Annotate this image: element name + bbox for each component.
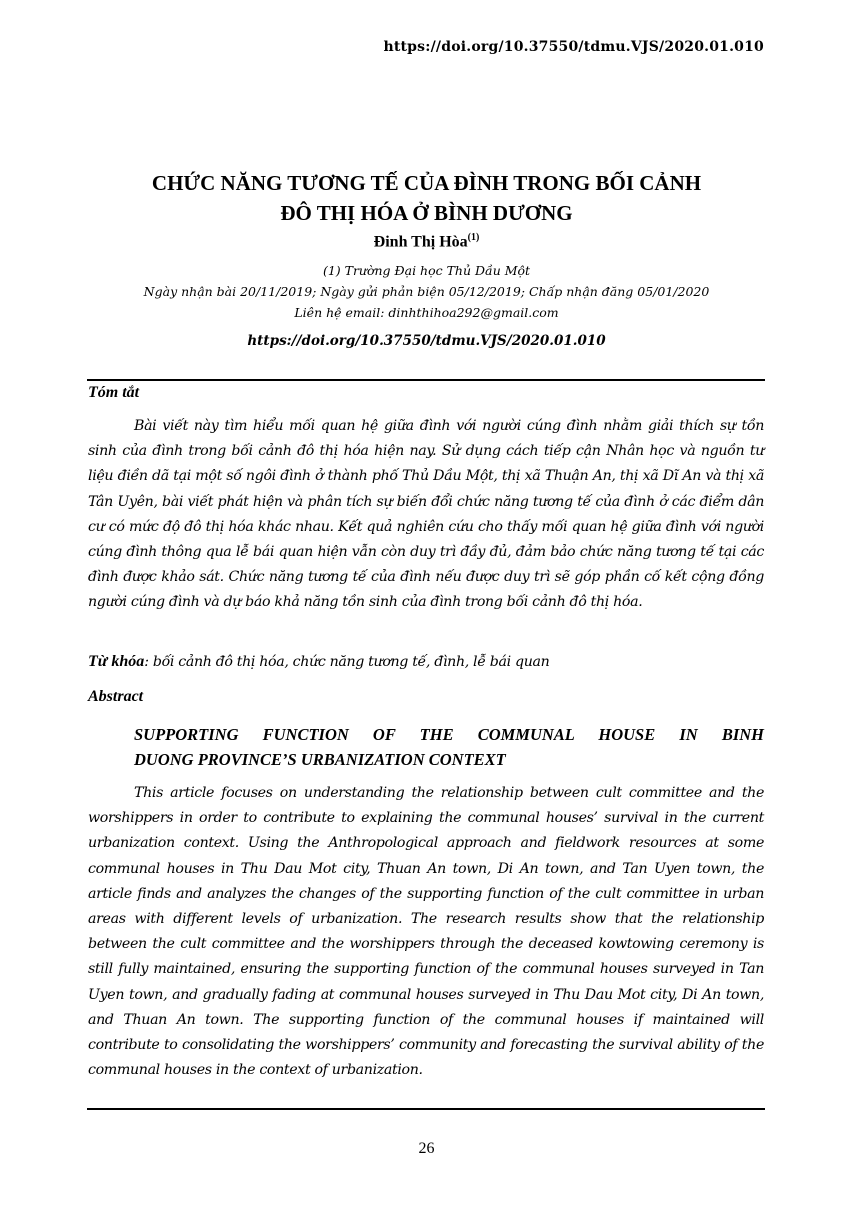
article-title-line-2: ĐÔ THỊ HÓA Ở BÌNH DƯƠNG bbox=[280, 201, 573, 225]
article-title-line-1: CHỨC NĂNG TƯƠNG TẾ CỦA ĐÌNH TRONG BỐI CẢNH bbox=[151, 171, 702, 195]
author-affiliation-mark: (1) bbox=[467, 232, 480, 243]
affiliation: (1) Trường Đại học Thủ Dầu Một bbox=[322, 263, 531, 278]
keywords bbox=[88, 653, 764, 671]
submission-dates: Ngày nhận bài 20/11/2019; Ngày gửi phản biện 05/12/2019; Chấp nhận đăng 05/01/2020 bbox=[143, 284, 710, 299]
summary-heading: Tóm tắt bbox=[88, 384, 140, 401]
article-title bbox=[0, 168, 853, 228]
english-title-line-1: SUPPORTING FUNCTION OF THE COMMUNAL HOUSE IN BINH bbox=[134, 725, 764, 744]
abstract-heading: Abstract bbox=[88, 688, 144, 705]
english-title-line-2: DUONG PROVINCE’S URBANIZATION CONTEXT bbox=[134, 750, 506, 769]
contact-email: Liên hệ email: dinhthihoa292@gmail.com bbox=[294, 305, 559, 320]
keywords-list: : bối cảnh đô thị hóa, chức năng tương tế, đình, lễ bái quan bbox=[144, 654, 550, 670]
author bbox=[0, 232, 853, 251]
article-doi-link[interactable]: https://doi.org/10.37550/tdmu.VJS/2020.01.010 bbox=[247, 333, 606, 349]
summary-body: Bài viết này tìm hiểu mối quan hệ giữa đình với người cúng đình nhằm giải thích sự tồn sinh của đình trong bối cảnh đô thị hóa hiện nay. Sử dụng cách tiếp cận Nhân học và nguồn tư liệu điền dã tại một số ngôi đình ở thành phố Thủ Dầu Một, thị xã Thuận An, thị xã Dĩ An và thị xã Tân Uyên, bài viết phát hiện và phân tích sự biến đổi chức năng tương tế của đình ở các điểm dân cư có mức độ đô thị hóa khác nhau. Kết quả nghiên cứu cho thấy mối quan hệ giữa đình với người cúng đình thông qua lễ bái quan hiện vẫn còn duy trì đầy đủ, đảm bảo chức năng tương tế tại các đình được khảo sát. Chức năng tương tế của đình nếu được duy trì sẽ góp phần cố kết cộng đồng người cúng đình và dự báo khả năng tồn sinh của đình trong bối cảnh đô thị hóa. bbox=[88, 418, 764, 611]
author-name: Đinh Thị Hòa bbox=[373, 233, 468, 251]
top-divider bbox=[87, 379, 765, 381]
keywords-label: Từ khóa bbox=[88, 653, 145, 670]
abstract-body: This article focuses on understanding the relationship between cult committee and the worshippers in order to contribute to explaining the communal houses’ survival in the current urbanization context. Using the Anthropological approach and fieldwork resources at some communal houses in Thu Dau Mot city, Thuan An town, Di An town, and Tan Uyen town, the article finds and analyzes the changes of the supporting function of the cult committee in urban areas with different levels of urbanization. The research results show that the relationship between the cult committee and the worshippers through the deceased kowtowing ceremony is still fully maintained, ensuring the supporting function of the communal houses surveyed in Tan Uyen town, and gradually fading at communal houses surveyed in Thu Dau Mot city, Di An town, and Thuan An town. The supporting function of the communal houses if maintained will contribute to consolidating the worshippers’ community and forecasting the survival ability of the communal houses in the context of urbanization. bbox=[88, 785, 764, 1079]
header-doi-link[interactable]: https://doi.org/10.37550/tdmu.VJS/2020.01.010 bbox=[383, 39, 764, 55]
article-metadata bbox=[0, 260, 853, 323]
bottom-divider bbox=[87, 1108, 765, 1110]
page-number: 26 bbox=[418, 1140, 435, 1157]
english-title bbox=[134, 722, 764, 772]
